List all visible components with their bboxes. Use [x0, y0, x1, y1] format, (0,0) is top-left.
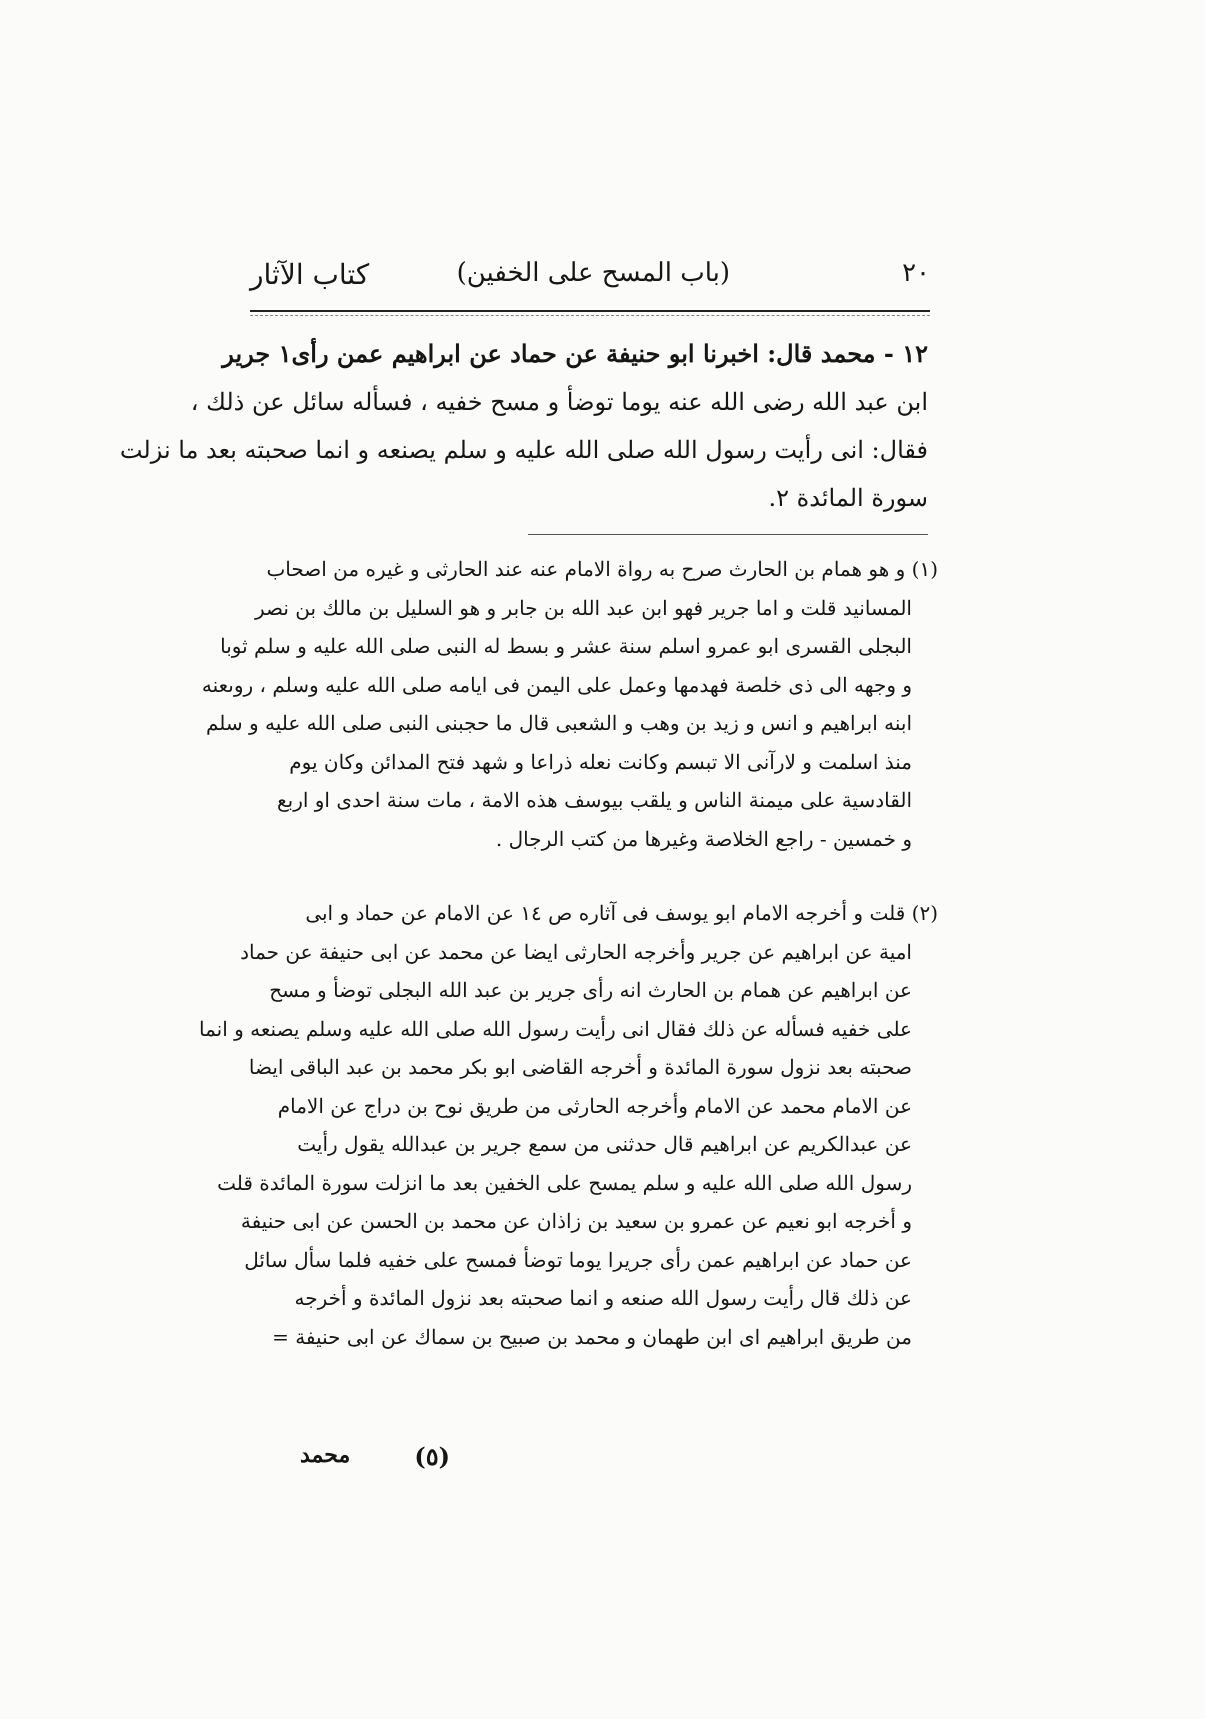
- footnote-line: عن حماد عن ابراهيم عمن رأى جريرا يوما توضأ فمسح على خفيه فلما سأل سائل: [244, 1247, 912, 1272]
- footnote-line: عن ذلك قال رأيت رسول الله صنعه و انما صحبته بعد نزول المائدة و أخرجه: [294, 1286, 912, 1310]
- book-title: كتاب الآثار: [250, 258, 370, 291]
- signature-mark: [300, 1442, 500, 1482]
- footnote-line: عن ابراهيم عن همام بن الحارث انه رأى جرير بن عبد الله البجلى توضأ و مسح: [269, 978, 912, 1002]
- hadith-text: [119, 330, 928, 522]
- footnote-line: منذ اسلمت و لارآنى الا تبسم وكانت نعله ذراعا و شهد فتح المدائن وكان يوم: [289, 749, 912, 774]
- footnote-line: ابنه ابراهيم و انس و زيد بن وهب و الشعبى قال ما حجبنى النبى صلى الله عليه و سلم: [205, 711, 912, 735]
- footnote-line: المسانيد قلت و اما جرير فهو ابن عبد الله بن جابر و هو السليل بن مالك بن نصر: [254, 595, 912, 620]
- header-divider: [250, 310, 930, 312]
- signature-number: (٥): [414, 1442, 450, 1471]
- footnote-divider: [528, 534, 928, 535]
- footnote-line: من طريق ابراهيم اى ابن طهمان و محمد بن صبيح بن سماك عن ابى حنيفة =: [272, 1324, 912, 1349]
- footnote-1: [201, 550, 938, 858]
- hadith-line: فقال: انى رأيت رسول الله صلى الله عليه و سلم يصنعه و انما صحبته بعد ما نزلت: [119, 436, 928, 464]
- footnote-line: القادسية على ميمنة الناس و يلقب بيوسف هذه الامة ، مات سنة احدى او اربع: [276, 788, 912, 812]
- hadith-line: ابن عبد الله رضى الله عنه يوما توضأ و مسح خفيه ، فسأله سائل عن ذلك ،: [190, 388, 928, 416]
- footnote-line: على خفيه فسأله عن ذلك فقال انى رأيت رسول الله صلى الله عليه وسلم يصنعه و انما: [199, 1016, 912, 1041]
- chapter-title: (باب المسح على الخفين): [456, 258, 730, 288]
- footnote-line: و وجهه الى ذى خلصة فهدمها وعمل على اليمن فى ايامه صلى الله عليه وسلم ، روىعنه: [201, 672, 912, 697]
- hadith-line: سورة المائدة ٢.: [768, 484, 928, 512]
- page-header: [250, 258, 930, 306]
- header-divider-secondary: [250, 315, 930, 316]
- footnote-line: البجلى القسرى ابو عمرو اسلم سنة عشر و بسط له النبى صلى الله عليه و سلم ثوبا: [220, 634, 912, 658]
- footnote-line: صحبته بعد نزول سورة المائدة و أخرجه القاضى ابو بكر محمد بن عبد الباقى ايضا: [248, 1055, 912, 1079]
- page-number: ٢٠: [902, 258, 930, 288]
- signature-name: محمد: [300, 1442, 351, 1468]
- footnote-line: (٢) قلت و أخرجه الامام ابو يوسف فى آثاره ص ١٤ عن الامام عن حماد و ابى: [305, 901, 938, 925]
- footnote-line: عن الامام محمد عن الامام وأخرجه الحارثى من طريق نوح بن دراج عن الامام: [277, 1093, 912, 1118]
- footnote-line: و أخرجه ابو نعيم عن عمرو بن سعيد بن زاذان عن محمد بن الحسن عن ابى حنيفة: [240, 1209, 912, 1233]
- footnote-line: رسول الله صلى الله عليه و سلم يمسح على الخفين بعد ما انزلت سورة المائدة قلت: [217, 1170, 912, 1195]
- footnote-line: امية عن ابراهيم عن جرير وأخرجه الحارثى ايضا عن محمد عن ابى حنيفة عن حماد: [240, 939, 912, 964]
- hadith-line: ١٢ - محمد قال: اخبرنا ابو حنيفة عن حماد عن ابراهيم عمن رأى١ جرير: [222, 339, 928, 368]
- footnote-line: (١) و هو همام بن الحارث صرح به رواة الامام عنه عند الحارثى و غيره من اصحاب: [266, 557, 938, 581]
- footnote-line: و خمسين - راجع الخلاصة وغيرها من كتب الرجال .: [495, 826, 912, 851]
- footnote-line: عن عبدالكريم عن ابراهيم قال حدثنى من سمع جرير بن عبدالله يقول رأيت: [297, 1132, 912, 1156]
- footnote-2: [199, 894, 938, 1356]
